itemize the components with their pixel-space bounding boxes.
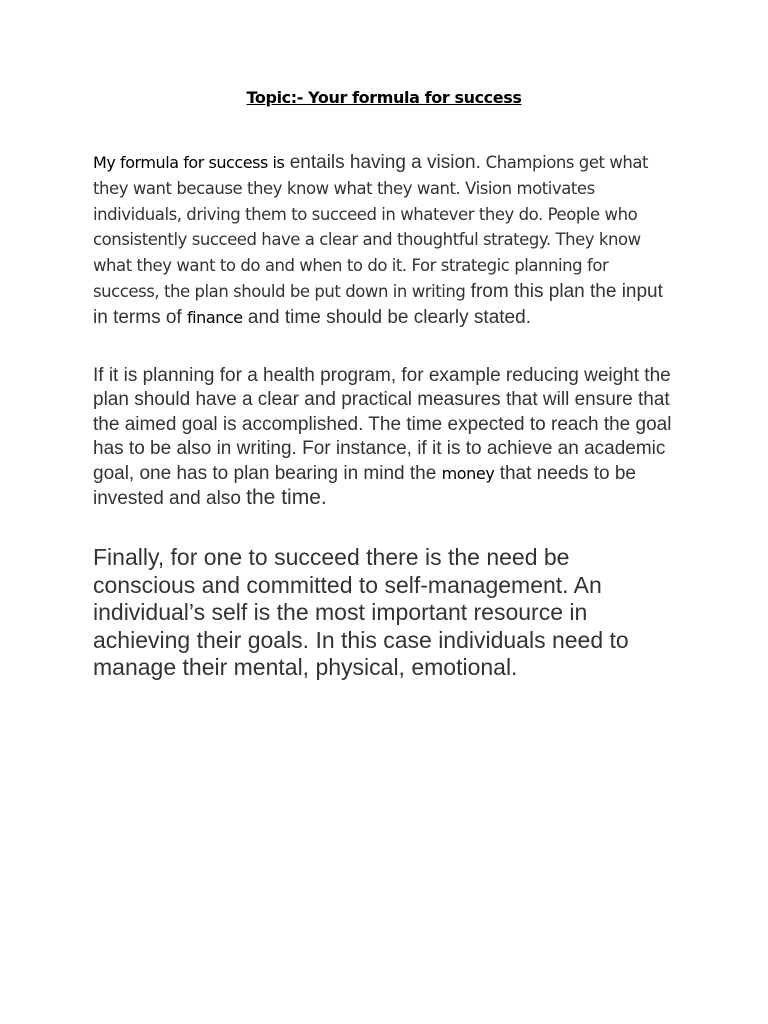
paragraph-lead: My formula for success is — [93, 153, 285, 172]
paragraph-text: that needs to be invested and also — [93, 462, 636, 510]
paragraph-text: the time. — [246, 486, 327, 510]
paragraph-text: from this plan the input in terms of — [93, 280, 663, 328]
paragraph-text: If it is planning for a health program, for example reducing weight the plan should have a clear and practical measures that will ensure that the aimed goal is accomplished. The time expected to reach the goal has to be also in writing. For instance, if it is to achieve an academic goal, one has to plan bearing in mind the — [93, 365, 672, 484]
paragraph-planning — [93, 364, 678, 511]
word-money: money — [441, 463, 495, 483]
paragraph-vision — [93, 150, 678, 331]
paragraph-text: Champions get what they want because they know what they want. Vision motivates individuals, driving them to succeed in whatever they do. People who consistently succeed have a clear and thoughtful strategy. They know what they want to do and when to do it. For strategic planning for success, the plan should be put down in writing — [93, 153, 649, 301]
paragraph-text: and time should be clearly stated. — [242, 306, 531, 328]
paragraph-text: entails having a vision. — [284, 152, 481, 173]
document-title: Topic:- Your formula for success — [246, 88, 522, 107]
word-finance: finance — [186, 307, 243, 327]
paragraph-self-management: Finally, for one to succeed there is the need be conscious and committed to self-management. An individual’s self is the most important resource in achieving their goals. In this case individuals need to manage their mental, physical, emotional. — [93, 544, 629, 680]
